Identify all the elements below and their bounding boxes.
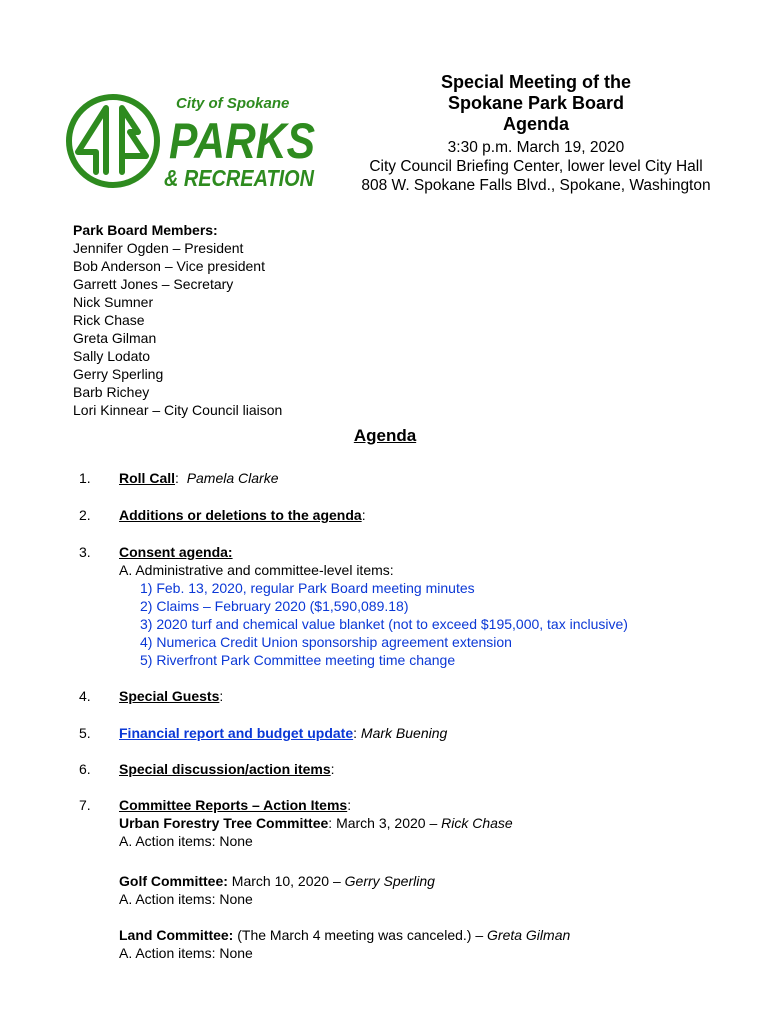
item-presenter: Mark Buening bbox=[360, 725, 448, 741]
item-presenter: Pamela Clarke bbox=[186, 470, 279, 486]
consent-item-claims[interactable]: 2) Claims – February 2020 ($1,590,089.18) bbox=[140, 598, 409, 614]
committee-land bbox=[119, 926, 570, 962]
board-member: Greta Gilman bbox=[73, 330, 157, 346]
item-number: 4. bbox=[79, 688, 91, 704]
consent-sub-heading: A. Administrative and committee-level items: bbox=[119, 562, 394, 578]
consent-item-meeting-time[interactable]: 5) Riverfront Park Committee meeting time change bbox=[140, 652, 456, 668]
agenda-heading: Agenda bbox=[353, 426, 417, 445]
item-separator: : bbox=[175, 470, 179, 486]
parks-recreation-logo bbox=[66, 86, 322, 194]
item-separator: : bbox=[361, 507, 366, 523]
board-member: Jennifer Ogden – President bbox=[73, 240, 244, 256]
item-number: 7. bbox=[79, 797, 91, 813]
logo-recreation-text: & RECREATION bbox=[164, 165, 315, 191]
meeting-time: 3:30 p.m. March 19, 2020 bbox=[447, 139, 625, 156]
consent-item-sponsorship[interactable]: 4) Numerica Credit Union sponsorship agreement extension bbox=[140, 634, 512, 650]
committee-action: A. Action items: None bbox=[119, 945, 253, 961]
board-member: Garrett Jones – Secretary bbox=[73, 276, 234, 292]
board-member: Sally Lodato bbox=[73, 348, 151, 364]
committee-urban-forestry bbox=[119, 814, 513, 850]
item-title: Special discussion/action items bbox=[119, 761, 331, 777]
committee-date: : March 3, 2020 – bbox=[328, 815, 442, 831]
item-number: 2. bbox=[79, 507, 91, 523]
item-number: 1. bbox=[79, 470, 91, 486]
committee-golf bbox=[119, 872, 435, 908]
meeting-title-line-1: Special Meeting of the bbox=[440, 72, 632, 92]
item-title: Roll Call bbox=[119, 470, 176, 486]
consent-item-minutes[interactable]: 1) Feb. 13, 2020, regular Park Board meeting minutes bbox=[140, 580, 475, 596]
committee-date: (The March 4 meeting was canceled.) – bbox=[233, 927, 488, 943]
item-title: Special Guests bbox=[119, 688, 220, 704]
item-title: Committee Reports – Action Items bbox=[119, 797, 348, 813]
board-member: Gerry Sperling bbox=[73, 366, 164, 382]
committee-action: A. Action items: None bbox=[119, 833, 253, 849]
board-members-heading: Park Board Members: bbox=[73, 222, 218, 238]
item-separator: : bbox=[219, 688, 224, 704]
item-separator: : bbox=[353, 725, 358, 741]
meeting-location: City Council Briefing Center, lower level City Hall bbox=[369, 158, 703, 175]
board-member: Barb Richey bbox=[73, 384, 150, 400]
item-number: 6. bbox=[79, 761, 91, 777]
committee-name: Golf Committee: bbox=[119, 873, 228, 889]
logo-parks-text: PARKS bbox=[169, 113, 315, 169]
item-separator: : bbox=[330, 761, 335, 777]
item-title: Additions or deletions to the agenda bbox=[119, 507, 362, 523]
committee-date: March 10, 2020 – bbox=[227, 873, 345, 889]
committee-name: Urban Forestry Tree Committee bbox=[119, 815, 329, 831]
board-member: Nick Sumner bbox=[73, 294, 154, 310]
financial-report-link[interactable]: Financial report and budget update bbox=[119, 725, 354, 741]
item-title: Consent agenda: bbox=[119, 544, 233, 560]
board-members bbox=[73, 221, 282, 419]
item-separator: : bbox=[347, 797, 352, 813]
item-number: 3. bbox=[79, 544, 91, 560]
committee-name: Land Committee: bbox=[119, 927, 234, 943]
meeting-title-line-2: Spokane Park Board bbox=[447, 93, 625, 113]
item-number: 5. bbox=[79, 725, 91, 741]
board-member: Bob Anderson – Vice president bbox=[73, 258, 265, 274]
committee-action: A. Action items: None bbox=[119, 891, 253, 907]
meeting-title-line-3: Agenda bbox=[502, 114, 569, 134]
committee-chair: Rick Chase bbox=[441, 815, 513, 831]
board-member: Rick Chase bbox=[73, 312, 145, 328]
meeting-address: 808 W. Spokane Falls Blvd., Spokane, Washington bbox=[361, 177, 711, 194]
committee-chair: Greta Gilman bbox=[487, 927, 571, 943]
board-member: Lori Kinnear – City Council liaison bbox=[73, 402, 283, 418]
logo-city-text: City of Spokane bbox=[176, 95, 290, 112]
meeting-header bbox=[332, 72, 740, 195]
consent-item-turf-blanket[interactable]: 3) 2020 turf and chemical value blanket (not to exceed $195,000, tax inclusive) bbox=[140, 616, 628, 632]
committee-chair: Gerry Sperling bbox=[344, 873, 435, 889]
